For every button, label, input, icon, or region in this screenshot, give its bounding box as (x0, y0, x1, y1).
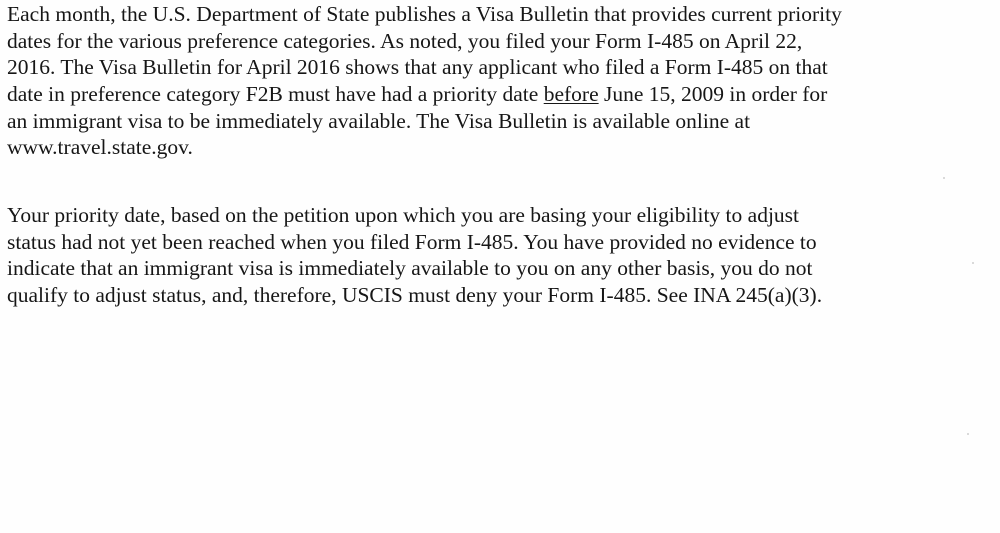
text-line: qualify to adjust status, and, therefore, USCIS must deny your Form I-485. See INA 245(a)(3). (7, 283, 823, 308)
scan-speck (972, 262, 974, 264)
paragraph-priority-date-decision (7, 202, 997, 309)
text-line-website: www.travel.state.gov. (7, 135, 193, 160)
paragraph-visa-bulletin (7, 1, 997, 161)
text-line: 2016. The Visa Bulletin for April 2016 shows that any applicant who filed a Form I-485 on that (7, 55, 828, 80)
scan-speck (943, 177, 945, 179)
text-line: dates for the various preference categories. As noted, you filed your Form I-485 on April 22, (7, 28, 803, 53)
underlined-word-before: before (543, 82, 599, 107)
text-line: Your priority date, based on the petition upon which you are basing your eligibility to adjust (7, 203, 800, 227)
text-line: indicate that an immigrant visa is immediately available to you on any other basis, you do not (7, 256, 813, 281)
text-line: status had not yet been reached when you filed Form I-485. You have provided no evidence to (7, 229, 817, 254)
text-line: an immigrant visa to be immediately available. The Visa Bulletin is available online at (7, 108, 751, 133)
text-segment: date in preference category F2B must have had a priority date (7, 82, 544, 107)
text-segment: June 15, 2009 in order for (598, 82, 828, 107)
text-line: Each month, the U.S. Department of State publishes a Visa Bulletin that provides current priority (7, 2, 842, 26)
text-line-with-underline (7, 81, 997, 108)
scan-speck (967, 433, 969, 435)
